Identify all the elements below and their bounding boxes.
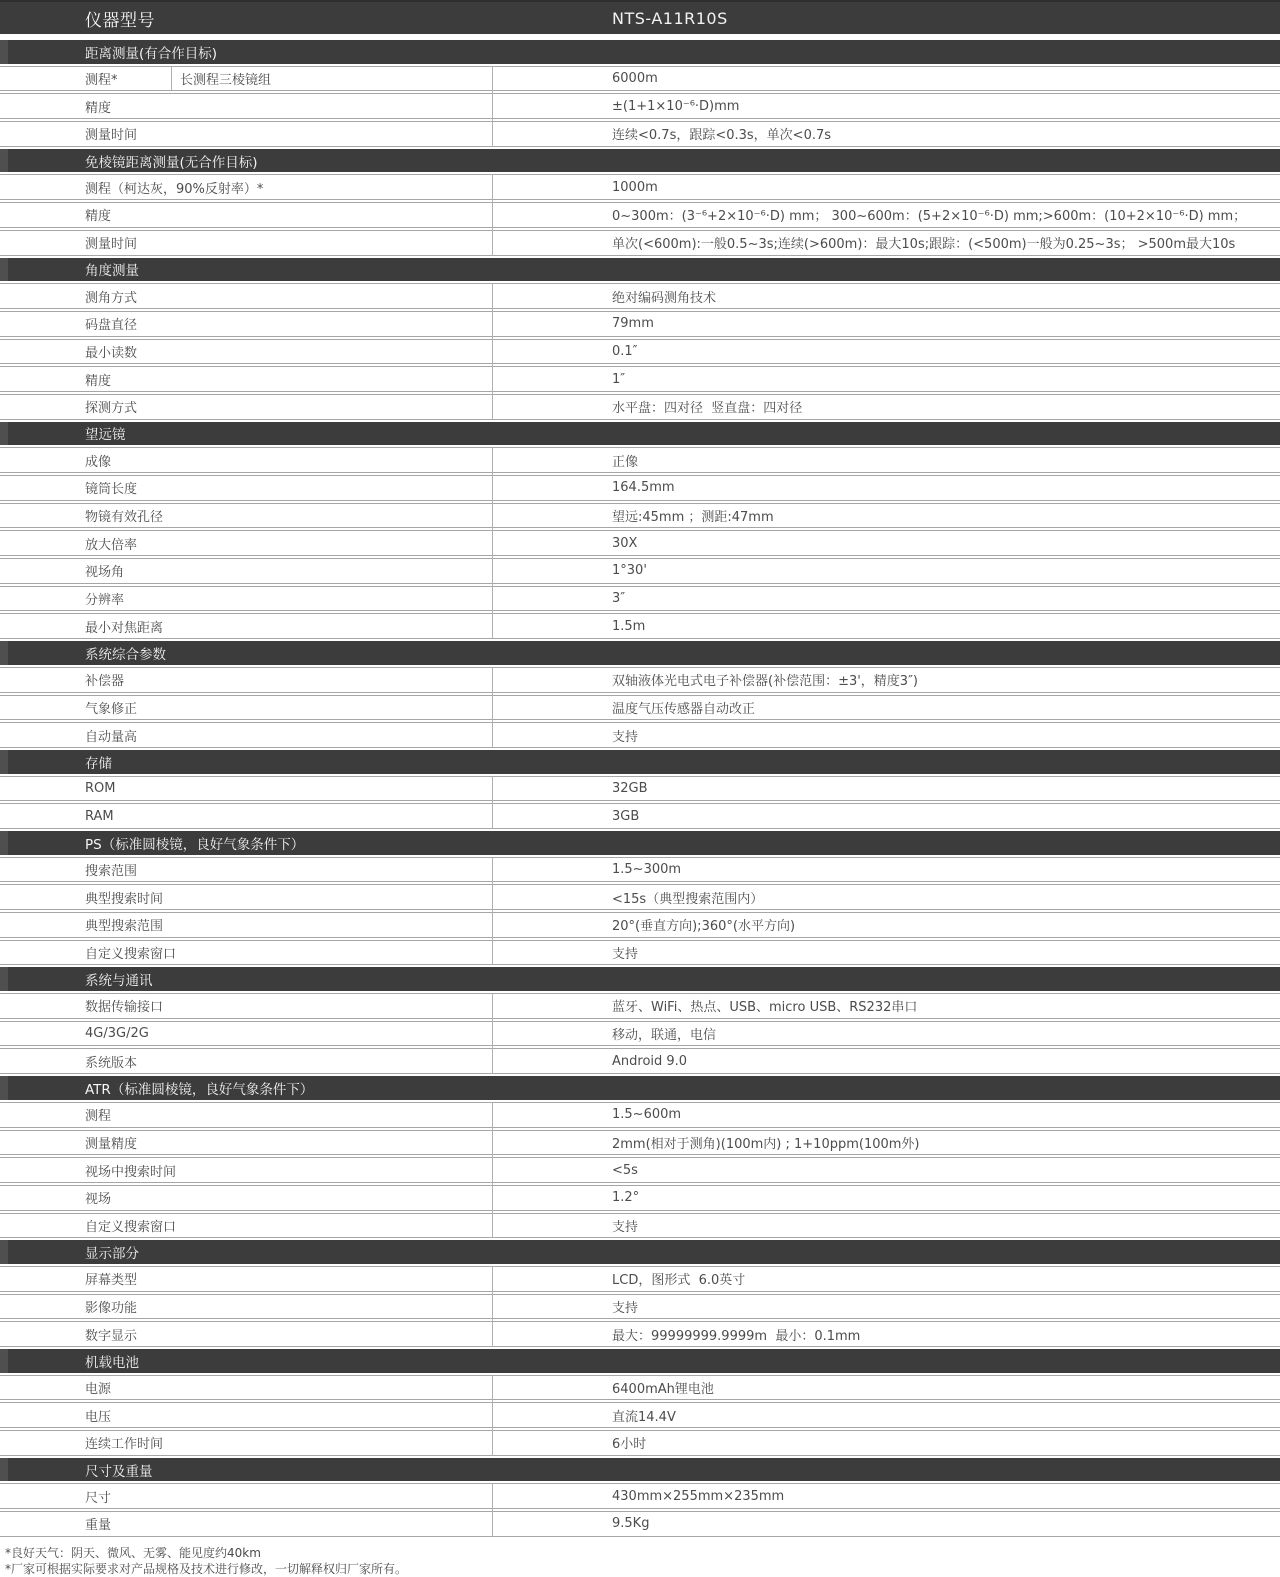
row-value: 水平盘：四对径 竖直盘：四对径 bbox=[612, 401, 803, 417]
row-label: 物镜有效孔径 bbox=[85, 510, 164, 526]
row-label: 连续工作时间 bbox=[85, 1437, 164, 1453]
section-title: 显示部分 bbox=[85, 1246, 139, 1263]
section-rows bbox=[0, 1102, 1280, 1238]
row-value: 0~300m：(3⁻⁶+2×10⁻⁶·D) mm； 300~600m：(5+2×10⁻⁶·D) mm;>600m：(10+2×10⁻⁶·D) mm； bbox=[612, 209, 1247, 225]
table-row bbox=[0, 993, 1280, 1019]
sub-column-divider bbox=[171, 67, 172, 91]
row-label: 最小读数 bbox=[85, 345, 138, 361]
table-row bbox=[0, 776, 1280, 802]
table-row bbox=[0, 475, 1280, 501]
table-row bbox=[0, 1430, 1280, 1456]
row-label: 测角方式 bbox=[85, 290, 138, 306]
table-row bbox=[0, 722, 1280, 748]
row-value: 1″ bbox=[612, 371, 626, 387]
table-row bbox=[0, 803, 1280, 829]
section-header-bar bbox=[0, 831, 1280, 855]
section-rows bbox=[0, 1483, 1280, 1536]
section-rows bbox=[0, 776, 1280, 829]
section-title: 望远镜 bbox=[85, 427, 126, 444]
table-row bbox=[0, 857, 1280, 883]
table-row bbox=[0, 912, 1280, 938]
section-title: 机载电池 bbox=[85, 1354, 139, 1371]
row-label: 自定义搜索窗口 bbox=[85, 1219, 177, 1235]
row-value: 支持 bbox=[612, 947, 639, 963]
table-row bbox=[0, 667, 1280, 693]
row-value: 最大：99999999.9999m 最小：0.1mm bbox=[612, 1328, 861, 1344]
table-row bbox=[0, 940, 1280, 966]
row-value: LCD，图形式 6.0英寸 bbox=[612, 1273, 746, 1289]
table-row bbox=[0, 66, 1280, 92]
row-value: 单次(<600m):一般0.5~3s;连续(>600m)：最大10s;跟踪：(<500m)一般为0.25~3s； >500m最大10s bbox=[612, 237, 1236, 253]
model-header-bar bbox=[0, 0, 1280, 34]
row-label: 放大倍率 bbox=[85, 537, 138, 553]
table-row bbox=[0, 695, 1280, 721]
section-rows bbox=[0, 857, 1280, 966]
section-rows bbox=[0, 1266, 1280, 1347]
row-label: 自动量高 bbox=[85, 729, 138, 745]
table-row bbox=[0, 230, 1280, 256]
row-value: 9.5Kg bbox=[612, 1516, 650, 1532]
row-label: 码盘直径 bbox=[85, 318, 138, 334]
section-title: 免棱镜距离测量(无合作目标) bbox=[85, 154, 258, 171]
row-value: 支持 bbox=[612, 729, 639, 745]
table-row bbox=[0, 366, 1280, 392]
row-value: ±(1+1×10⁻⁶·D)mm bbox=[612, 98, 740, 114]
row-label: 数据传输接口 bbox=[85, 1000, 164, 1016]
table-row bbox=[0, 1157, 1280, 1183]
table-row bbox=[0, 1048, 1280, 1074]
section-title: 角度测量 bbox=[85, 263, 139, 280]
row-value: <5s bbox=[612, 1162, 638, 1178]
table-row bbox=[0, 1483, 1280, 1509]
table-row bbox=[0, 1130, 1280, 1156]
row-value: 1°30' bbox=[612, 563, 647, 579]
table-row bbox=[0, 394, 1280, 420]
section-header-bar bbox=[0, 40, 1280, 64]
row-label: 典型搜索范围 bbox=[85, 919, 164, 935]
section-rows bbox=[0, 447, 1280, 639]
row-label: 最小对焦距离 bbox=[85, 620, 164, 636]
table-row bbox=[0, 884, 1280, 910]
row-value: 3GB bbox=[612, 808, 640, 824]
row-value: 支持 bbox=[612, 1300, 639, 1316]
row-value: 1000m bbox=[612, 179, 658, 195]
section-rows bbox=[0, 66, 1280, 147]
section-header-bar bbox=[0, 258, 1280, 282]
section-title: 尺寸及重量 bbox=[85, 1463, 153, 1480]
table-row bbox=[0, 613, 1280, 639]
table-row bbox=[0, 121, 1280, 147]
row-value: 蓝牙、WiFi、热点、USB、micro USB、RS232串口 bbox=[612, 1000, 918, 1016]
row-label: 测量时间 bbox=[85, 128, 138, 144]
row-value: 6400mAh锂电池 bbox=[612, 1382, 714, 1398]
row-sublabel: 长测程三棱镜组 bbox=[180, 73, 272, 89]
row-value: 1.5m bbox=[612, 618, 646, 634]
row-value: 30X bbox=[612, 535, 638, 551]
table-row bbox=[0, 202, 1280, 228]
row-label: 补偿器 bbox=[85, 674, 125, 690]
section-rows bbox=[0, 1375, 1280, 1456]
row-value: 双轴液体光电式电子补偿器(补偿范围：±3'，精度3″) bbox=[612, 674, 919, 690]
row-label: 搜索范围 bbox=[85, 863, 138, 879]
row-label: 重量 bbox=[85, 1518, 112, 1534]
row-label: 成像 bbox=[85, 454, 112, 470]
table-row bbox=[0, 93, 1280, 119]
row-value: 温度气压传感器自动改正 bbox=[612, 701, 756, 717]
row-label: 数字显示 bbox=[85, 1328, 138, 1344]
section-title: 存储 bbox=[85, 755, 112, 772]
row-value: 2mm(相对于测角)(100m内) ; 1+10ppm(100m外) bbox=[612, 1136, 920, 1152]
row-value: 1.2° bbox=[612, 1190, 640, 1206]
table-row bbox=[0, 558, 1280, 584]
row-label: 分辨率 bbox=[85, 593, 125, 609]
section-title: PS（标准圆棱镜，良好气象条件下） bbox=[85, 836, 305, 853]
row-label: ROM bbox=[85, 780, 116, 796]
table-row bbox=[0, 1102, 1280, 1128]
row-value: 连续<0.7s，跟踪<0.3s，单次<0.7s bbox=[612, 128, 832, 144]
table-row bbox=[0, 1321, 1280, 1347]
table-row bbox=[0, 530, 1280, 556]
row-label: 测程 bbox=[85, 1109, 112, 1125]
row-value: 正像 bbox=[612, 454, 639, 470]
model-number: NTS-A11R10S bbox=[612, 8, 728, 28]
row-label: RAM bbox=[85, 808, 114, 824]
row-value: 6000m bbox=[612, 71, 658, 87]
section-rows bbox=[0, 667, 1280, 748]
section-header-bar bbox=[0, 422, 1280, 446]
section-header-bar bbox=[0, 1240, 1280, 1264]
section-header-bar bbox=[0, 967, 1280, 991]
row-label: 系统版本 bbox=[85, 1055, 138, 1071]
row-label: 4G/3G/2G bbox=[85, 1026, 149, 1042]
spec-table bbox=[0, 40, 1280, 1537]
row-label: 精度 bbox=[85, 209, 112, 225]
row-label: 镜筒长度 bbox=[85, 482, 138, 498]
row-value: Android 9.0 bbox=[612, 1053, 688, 1069]
row-value: 430mm×255mm×235mm bbox=[612, 1488, 785, 1504]
row-value: 支持 bbox=[612, 1219, 639, 1235]
row-value: 移动，联通，电信 bbox=[612, 1028, 717, 1044]
table-row bbox=[0, 1511, 1280, 1537]
row-value: 164.5mm bbox=[612, 480, 675, 496]
table-row bbox=[0, 447, 1280, 473]
row-label: 影像功能 bbox=[85, 1300, 138, 1316]
section-rows bbox=[0, 283, 1280, 419]
table-row bbox=[0, 503, 1280, 529]
row-label: 测量精度 bbox=[85, 1136, 138, 1152]
table-row bbox=[0, 1294, 1280, 1320]
row-value: 1.5~600m bbox=[612, 1107, 682, 1123]
row-label: 测程* bbox=[85, 73, 118, 89]
row-value: 79mm bbox=[612, 316, 654, 332]
row-label: 视场中搜索时间 bbox=[85, 1164, 177, 1180]
table-row bbox=[0, 1021, 1280, 1047]
table-row bbox=[0, 1375, 1280, 1401]
row-label: 视场角 bbox=[85, 565, 125, 581]
row-label: 屏幕类型 bbox=[85, 1273, 138, 1289]
row-label: 探测方式 bbox=[85, 401, 138, 417]
row-value: 绝对编码测角技术 bbox=[612, 290, 717, 306]
row-label: 视场 bbox=[85, 1192, 112, 1208]
section-title: 系统综合参数 bbox=[85, 646, 166, 663]
footnote-line: *良好天气：阴天、微风、无雾、能见度约40km bbox=[5, 1545, 261, 1560]
table-row bbox=[0, 311, 1280, 337]
section-header-bar bbox=[0, 1349, 1280, 1373]
row-label: 精度 bbox=[85, 100, 112, 116]
section-header-bar bbox=[0, 1076, 1280, 1100]
row-value: 望远:45mm ；测距:47mm bbox=[612, 510, 774, 526]
row-label: 尺寸 bbox=[85, 1490, 112, 1506]
row-label: 气象修正 bbox=[85, 701, 138, 717]
row-label: 典型搜索时间 bbox=[85, 891, 164, 907]
row-value: 直流14.4V bbox=[612, 1409, 676, 1425]
table-row bbox=[0, 174, 1280, 200]
row-label: 测程（柯达灰，90%反射率）* bbox=[85, 181, 264, 197]
section-header-bar bbox=[0, 1458, 1280, 1482]
row-label: 精度 bbox=[85, 373, 112, 389]
footnotes bbox=[0, 1545, 1280, 1577]
table-row bbox=[0, 283, 1280, 309]
table-row bbox=[0, 1402, 1280, 1428]
row-value: 32GB bbox=[612, 780, 648, 796]
row-value: <15s（典型搜索范围内） bbox=[612, 891, 764, 907]
model-header-label: 仪器型号 bbox=[85, 10, 155, 31]
section-header-bar bbox=[0, 750, 1280, 774]
table-row bbox=[0, 1213, 1280, 1239]
row-label: 自定义搜索窗口 bbox=[85, 947, 177, 963]
section-rows bbox=[0, 174, 1280, 255]
row-value: 1.5~300m bbox=[612, 861, 682, 877]
row-label: 电源 bbox=[85, 1382, 112, 1398]
row-value: 3″ bbox=[612, 591, 626, 607]
row-label: 测量时间 bbox=[85, 237, 138, 253]
table-row bbox=[0, 339, 1280, 365]
row-value: 0.1″ bbox=[612, 343, 638, 359]
table-row bbox=[0, 586, 1280, 612]
section-header-bar bbox=[0, 149, 1280, 173]
section-title: 系统与通讯 bbox=[85, 973, 153, 990]
table-row bbox=[0, 1266, 1280, 1292]
section-header-bar bbox=[0, 641, 1280, 665]
row-value: 6小时 bbox=[612, 1437, 647, 1453]
section-title: 距离测量(有合作目标) bbox=[85, 45, 218, 62]
row-label: 电压 bbox=[85, 1409, 112, 1425]
section-title: ATR（标准圆棱镜，良好气象条件下） bbox=[85, 1081, 314, 1098]
table-row bbox=[0, 1185, 1280, 1211]
section-rows bbox=[0, 993, 1280, 1074]
row-value: 20°(垂直方向);360°(水平方向) bbox=[612, 919, 796, 935]
footnote-line: *厂家可根据实际要求对产品规格及技术进行修改，一切解释权归厂家所有。 bbox=[5, 1561, 408, 1576]
